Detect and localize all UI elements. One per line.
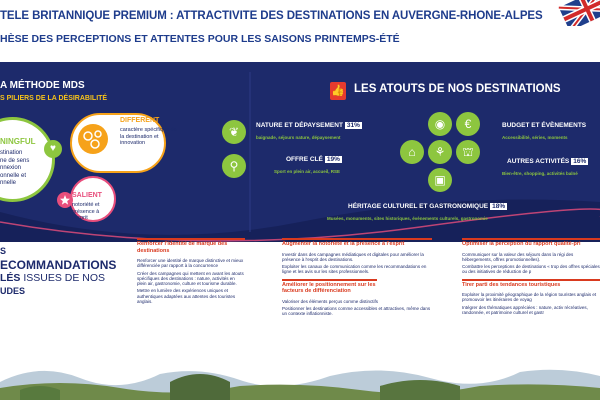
reco-column-1 [137,238,245,306]
salient-label: SALIENT [72,192,102,199]
atout-label: BUDGET ET ÉVÈNEMENTS [502,122,587,129]
different-label: DIFFERENT [120,117,160,124]
reco-column-2 [282,238,432,319]
molecule-icon [78,124,108,154]
reco-heading: Augmenter la notoriété et la présence à l'esprit [282,238,432,248]
meaningful-text: stination ne de sens nnexion onnelle et nnelle [0,150,30,186]
reco-title: ECOMMANDATIONS [0,258,117,272]
header-title: TÈLE BRITANNIQUE PREMIUM : ATTRACTIVITÉ DES DESTINATIONS EN AUVERGNE-RHÔNE-ALPES [0,10,543,22]
atouts-title: LES ATOUTS DE NOS DESTINATIONS [354,83,561,95]
atout-desc: Sport en plein air, accueil, RSE [274,169,341,174]
heart-icon: ♥ [44,140,62,158]
reco-body: Investir dans des campagnes médiatiques et digitales pour améliorer la présence à l'esprit des destinations. Exploiter les canaux de communication comme les recommandations en ligne et les avis sur les sites professionnels. [282,251,427,275]
atout-desc: Bien-être, shopping, activités balné [502,171,578,176]
uk-flag-icon [552,0,600,26]
reco-prefix: S [0,246,7,256]
culture-icon: ⛫ [456,140,480,164]
atout-desc: Accessibilité, séries, moments [502,135,568,140]
reco-heading: Renforcer l'identité de marque des destinations [137,238,245,254]
reco-body: Valoriser des éléments perçus comme distinctifs Positionner les destinations comme accessibles et attractives, même dans un contexte inflationniste. [282,298,431,317]
bike-icon: ⚲ [222,154,246,178]
atout-pct: 16% [573,158,587,165]
food-icon: ⚘ [428,140,452,164]
museum-icon: ⌂ [400,140,424,164]
leaf-icon: ❦ [222,120,246,144]
reco-heading: Améliorer le positionnement sur les facteurs de différenciation [282,279,377,295]
gastronomy-icon: ◉ [428,112,452,136]
atout-label: NATURE ET DÉPAYSEMENT 31% [256,122,360,129]
atout-label: OFFRE CLÉ 19% [286,156,340,163]
atout-pct: 18% [492,203,506,210]
reco-body: Renforcer une identité de marque distinctive et mieux différenciée par rapport à la concurrence Créer des campagnes qui mettent en avant les atouts spécifiques des destinations : nature, activités en plein air, gastronomie, culture et tourisme durable. Mettre en lumière des expériences uniques et authentiques adaptées aux attentes des touristes anglais. [137,258,244,305]
landscape-illustration [0,352,600,400]
atout-pct: 31% [346,122,360,129]
mds-subtitle: S PILIERS DE LA DÉSIRABILITÉ [0,95,108,102]
header-subtitle: HÈSE DES PERCEPTIONS ET ATTENTES POUR LES SAISONS PRINTEMPS-ÉTÉ [0,33,400,45]
reco-column-3 [462,238,600,317]
meaningful-label: NINGFUL [0,137,36,146]
reco-etudes: UDES [0,286,26,296]
star-icon [57,192,73,208]
reco-body: Exploiter la proximité géographique de la région touristes anglais et promouvoir les itinéraires de voyag Intégrer des thématiques appréciées : nature, activ récréatives, randonnée, et patrimoine culturel et gastr [462,292,597,316]
different-text: caractère spécifique de la destination et innovation [120,127,177,146]
money-icon: € [456,112,480,136]
atout-desc: baignade, séjours nature, dépaysement [256,135,341,140]
reco-issues: LÉS ISSUES DE NOS [0,272,106,284]
shopping-icon: ▣ [428,168,452,192]
thumbs-up-icon: 👍 [330,82,346,100]
atout-label: AUTRES ACTIVITÉS 16% [507,158,587,165]
atout-desc: Musées, monuments, sites historiques, évènements culturels, gastronomie [327,216,488,221]
reco-body: Communiquer sur la valeur des séjours dans la régi des hébergements, offres promotionnelles). Combattre les perceptions de destinations « trop des offres spéciales ou des initiatives de réduction de p [462,251,600,275]
mds-title: A MÉTHODE MDS [0,80,85,91]
atout-pct: 19% [326,156,340,163]
salient-text: notoriété et présence à l'esprit [72,202,100,221]
reco-heading: Tirer parti des tendances touristiques [462,279,600,289]
atout-label: HÉRITAGE CULTUREL ET GASTRONOMIQUE 18% [348,203,506,210]
reco-heading: Optimiser la perception du rapport qualité-pri [462,238,600,248]
